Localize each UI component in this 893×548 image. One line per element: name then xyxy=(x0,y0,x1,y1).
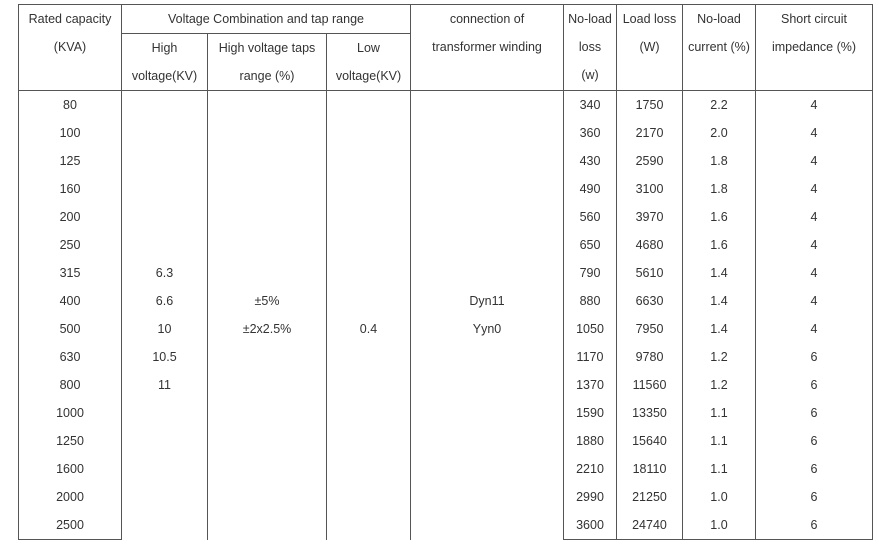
header-hv-taps-line1: High voltage taps xyxy=(218,41,316,55)
cell-load-loss: 2590 xyxy=(617,147,683,175)
cell-high-voltage-value: 10 xyxy=(157,322,172,336)
header-no-load-current-line1: No-load xyxy=(697,12,741,26)
header-connection-line1: connection of xyxy=(449,12,525,26)
header-high-voltage-line1: High xyxy=(151,41,178,55)
table-body xyxy=(19,91,873,540)
cell-impedance: 4 xyxy=(756,259,873,287)
cell-no-load-loss: 340 xyxy=(564,91,617,120)
cell-load-loss: 11560 xyxy=(617,371,683,399)
cell-capacity: 630 xyxy=(19,343,122,371)
cell-no-load-current: 1.6 xyxy=(683,231,756,259)
header-rated-capacity xyxy=(19,5,122,91)
cell-no-load-loss: 430 xyxy=(564,147,617,175)
cell-impedance: 4 xyxy=(756,147,873,175)
cell-load-loss: 1750 xyxy=(617,91,683,120)
cell-no-load-loss: 490 xyxy=(564,175,617,203)
cell-no-load-current: 1.4 xyxy=(683,287,756,315)
header-load-loss-line2: (W) xyxy=(639,40,660,54)
cell-no-load-loss: 790 xyxy=(564,259,617,287)
header-impedance-line2: impedance (%) xyxy=(771,40,857,54)
cell-no-load-loss: 1170 xyxy=(564,343,617,371)
cell-capacity: 1250 xyxy=(19,427,122,455)
cell-load-loss: 7950 xyxy=(617,315,683,343)
cell-no-load-loss: 1050 xyxy=(564,315,617,343)
cell-no-load-current: 1.1 xyxy=(683,399,756,427)
cell-impedance: 6 xyxy=(756,343,873,371)
cell-load-loss: 9780 xyxy=(617,343,683,371)
cell-no-load-loss: 2210 xyxy=(564,455,617,483)
cell-connection xyxy=(411,91,564,540)
cell-high-voltage-value: 6.3 xyxy=(155,266,174,280)
cell-no-load-current: 2.2 xyxy=(683,91,756,120)
cell-impedance: 6 xyxy=(756,455,873,483)
cell-capacity: 1600 xyxy=(19,455,122,483)
cell-load-loss: 24740 xyxy=(617,511,683,540)
header-low-voltage-line1: Low xyxy=(357,41,380,55)
header-impedance-line1: Short circuit xyxy=(781,12,847,26)
cell-no-load-current: 1.0 xyxy=(683,483,756,511)
cell-capacity: 2000 xyxy=(19,483,122,511)
cell-no-load-current: 1.8 xyxy=(683,175,756,203)
cell-connection-value: Yyn0 xyxy=(472,322,502,336)
transformer-spec-table xyxy=(18,4,873,540)
cell-impedance: 4 xyxy=(756,203,873,231)
cell-capacity: 400 xyxy=(19,287,122,315)
header-no-load-current-line2: current (%) xyxy=(688,40,750,54)
cell-no-load-current: 1.1 xyxy=(683,427,756,455)
header-connection xyxy=(411,5,564,91)
cell-load-loss: 3100 xyxy=(617,175,683,203)
header-voltage-combination: Voltage Combination and tap range xyxy=(122,5,411,34)
cell-no-load-loss: 560 xyxy=(564,203,617,231)
header-rated-capacity-line1: Rated capacity xyxy=(28,12,112,26)
table-row xyxy=(19,91,873,120)
cell-load-loss: 18110 xyxy=(617,455,683,483)
header-no-load-loss-line1: No-load xyxy=(568,12,612,26)
cell-high-voltage-value: 10.5 xyxy=(152,350,177,364)
cell-capacity: 100 xyxy=(19,119,122,147)
cell-no-load-loss: 1590 xyxy=(564,399,617,427)
cell-load-loss: 15640 xyxy=(617,427,683,455)
cell-impedance: 4 xyxy=(756,315,873,343)
cell-capacity: 1000 xyxy=(19,399,122,427)
cell-impedance: 4 xyxy=(756,91,873,120)
cell-impedance: 6 xyxy=(756,399,873,427)
cell-no-load-current: 1.2 xyxy=(683,371,756,399)
cell-no-load-current: 2.0 xyxy=(683,119,756,147)
header-no-load-loss xyxy=(564,5,617,91)
header-connection-line2: transformer winding xyxy=(432,40,542,54)
cell-impedance: 4 xyxy=(756,119,873,147)
cell-low-voltage-value: 0.4 xyxy=(359,322,378,336)
cell-no-load-loss: 1370 xyxy=(564,371,617,399)
cell-no-load-loss: 2990 xyxy=(564,483,617,511)
header-high-voltage xyxy=(122,34,208,91)
header-no-load-loss-line3: (w) xyxy=(581,68,599,82)
cell-no-load-current: 1.1 xyxy=(683,455,756,483)
header-load-loss xyxy=(617,5,683,91)
cell-no-load-current: 1.6 xyxy=(683,203,756,231)
cell-capacity: 250 xyxy=(19,231,122,259)
cell-load-loss: 13350 xyxy=(617,399,683,427)
header-low-voltage xyxy=(327,34,411,91)
cell-impedance: 6 xyxy=(756,427,873,455)
cell-low-voltage xyxy=(327,91,411,540)
cell-capacity: 315 xyxy=(19,259,122,287)
cell-impedance: 6 xyxy=(756,511,873,540)
cell-connection-value: Dyn11 xyxy=(469,294,505,308)
cell-load-loss: 6630 xyxy=(617,287,683,315)
cell-no-load-current: 1.4 xyxy=(683,315,756,343)
header-impedance xyxy=(756,5,873,91)
cell-no-load-loss: 360 xyxy=(564,119,617,147)
cell-capacity: 500 xyxy=(19,315,122,343)
cell-impedance: 6 xyxy=(756,371,873,399)
cell-no-load-loss: 650 xyxy=(564,231,617,259)
cell-hv-taps xyxy=(208,91,327,540)
cell-capacity: 800 xyxy=(19,371,122,399)
cell-no-load-current: 1.4 xyxy=(683,259,756,287)
cell-no-load-loss: 3600 xyxy=(564,511,617,540)
cell-high-voltage xyxy=(122,91,208,540)
cell-capacity: 2500 xyxy=(19,511,122,540)
header-hv-taps xyxy=(208,34,327,91)
cell-no-load-current: 1.8 xyxy=(683,147,756,175)
cell-high-voltage-value: 11 xyxy=(158,378,171,392)
cell-load-loss: 3970 xyxy=(617,203,683,231)
cell-capacity: 125 xyxy=(19,147,122,175)
cell-impedance: 4 xyxy=(756,287,873,315)
header-no-load-current xyxy=(683,5,756,91)
cell-load-loss: 4680 xyxy=(617,231,683,259)
cell-impedance: 4 xyxy=(756,231,873,259)
cell-hv-taps-value: ±5% xyxy=(254,294,280,308)
cell-no-load-loss: 1880 xyxy=(564,427,617,455)
cell-high-voltage-value: 6.6 xyxy=(155,294,174,308)
cell-capacity: 80 xyxy=(19,91,122,120)
cell-capacity: 160 xyxy=(19,175,122,203)
cell-capacity: 200 xyxy=(19,203,122,231)
cell-no-load-loss: 880 xyxy=(564,287,617,315)
cell-hv-taps-value: ±2x2.5% xyxy=(242,322,292,336)
cell-impedance: 4 xyxy=(756,175,873,203)
cell-load-loss: 21250 xyxy=(617,483,683,511)
header-high-voltage-line2: voltage(KV) xyxy=(131,69,198,83)
header-rated-capacity-line2: (KVA) xyxy=(53,40,87,54)
cell-load-loss: 5610 xyxy=(617,259,683,287)
cell-impedance: 6 xyxy=(756,483,873,511)
header-load-loss-line1: Load loss xyxy=(622,12,677,26)
header-hv-taps-line2: range (%) xyxy=(239,69,295,83)
header-no-load-loss-line2: loss xyxy=(578,40,602,54)
cell-load-loss: 2170 xyxy=(617,119,683,147)
cell-no-load-current: 1.0 xyxy=(683,511,756,540)
header-low-voltage-line2: voltage(KV) xyxy=(335,69,402,83)
cell-no-load-current: 1.2 xyxy=(683,343,756,371)
